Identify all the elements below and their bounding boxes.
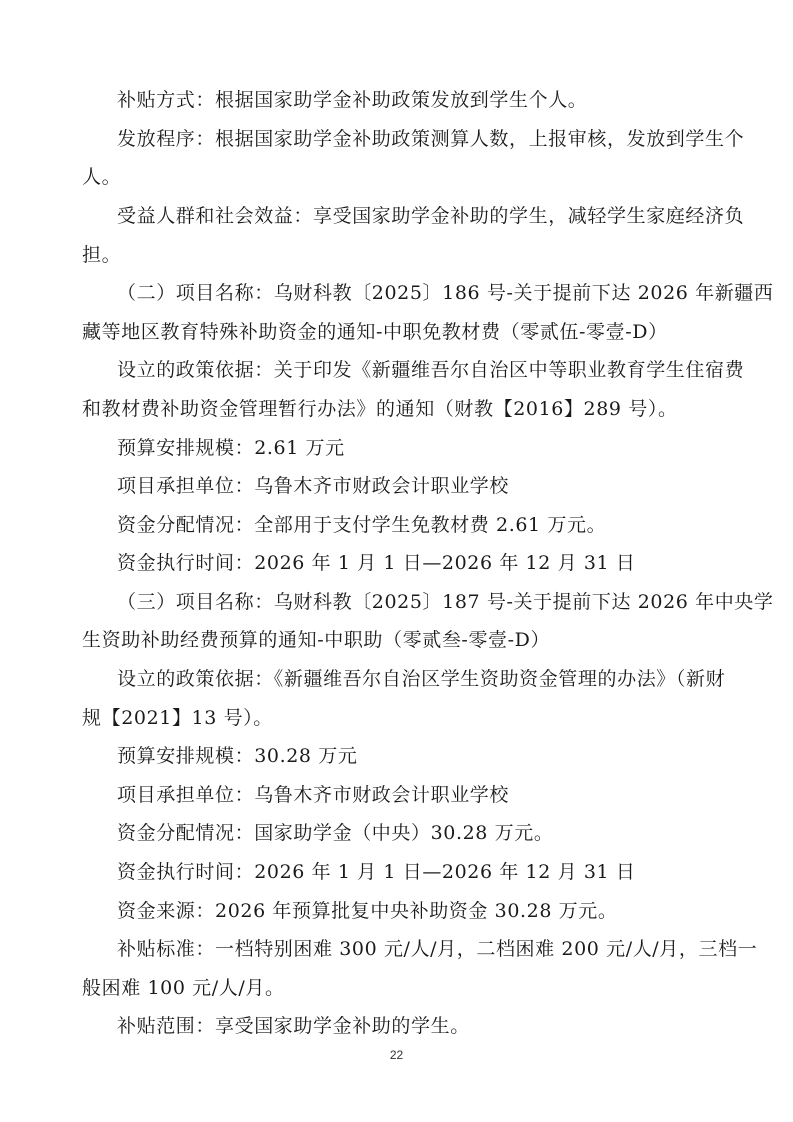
paragraph-execution-time-2: 资金执行时间：2026 年 1 月 1 日—2026 年 12 月 31 日	[117, 552, 636, 574]
paragraph-fund-source: 资金来源：2026 年预算批复中央补助资金 30.28 万元。	[117, 900, 618, 922]
paragraph-subsidy-standard: 补贴标准：一档特别困难 300 元/人/月，二档困难 200 元/人/月，三档一	[117, 938, 758, 960]
page-number: 22	[389, 1048, 404, 1062]
paragraph-fund-allocation-2: 资金分配情况：全部用于支付学生免教材费 2.61 万元。	[117, 514, 607, 536]
paragraph-distribution-procedure-cont: 人。	[82, 166, 122, 188]
paragraph-policy-basis-2: 设立的政策依据：关于印发《新疆维吾尔自治区中等职业教育学生住宿费	[117, 359, 745, 381]
section-heading-project-3: （三）项目名称：乌财科教〔2025〕187 号-关于提前下达 2026 年中央学	[117, 591, 774, 613]
paragraph-policy-basis-3: 设立的政策依据：《新疆维吾尔自治区学生资助资金管理的办法》（新财	[117, 668, 726, 690]
section-heading-project-2-cont: 藏等地区教育特殊补助资金的通知-中职免教材费（零贰伍-零壹-D）	[82, 321, 668, 343]
paragraph-policy-basis-2-cont: 和教材费补助资金管理暂行办法》的通知（财教【2016】289 号）。	[82, 398, 678, 420]
paragraph-responsible-unit-2: 项目承担单位：乌鲁木齐市财政会计职业学校	[117, 475, 510, 497]
section-heading-project-3-cont: 生资助补助经费预算的通知-中职助（零贰叁-零壹-D）	[82, 629, 551, 651]
paragraph-policy-basis-3-cont: 规【2021】13 号）。	[82, 707, 273, 729]
paragraph-subsidy-method: 补贴方式：根据国家助学金补助政策发放到学生个人。	[117, 89, 588, 111]
paragraph-subsidy-scope: 补贴范围：享受国家助学金补助的学生。	[117, 1015, 470, 1037]
paragraph-budget-scale-3: 预算安排规模：30.28 万元	[117, 745, 358, 767]
paragraph-budget-scale-2: 预算安排规模：2.61 万元	[117, 437, 345, 459]
section-heading-project-2: （二）项目名称：乌财科教〔2025〕186 号-关于提前下达 2026 年新疆西	[117, 282, 774, 304]
paragraph-distribution-procedure: 发放程序：根据国家助学金补助政策测算人数，上报审核，发放到学生个	[117, 128, 745, 150]
paragraph-beneficiaries: 受益人群和社会效益：享受国家助学金补助的学生，减轻学生家庭经济负	[117, 205, 745, 227]
paragraph-fund-allocation-3: 资金分配情况：国家助学金（中央）30.28 万元。	[117, 822, 554, 844]
paragraph-responsible-unit-3: 项目承担单位：乌鲁木齐市财政会计职业学校	[117, 784, 510, 806]
paragraph-execution-time-3: 资金执行时间：2026 年 1 月 1 日—2026 年 12 月 31 日	[117, 861, 636, 883]
paragraph-beneficiaries-cont: 担。	[82, 244, 122, 266]
paragraph-subsidy-standard-cont: 般困难 100 元/人/月。	[82, 977, 285, 999]
